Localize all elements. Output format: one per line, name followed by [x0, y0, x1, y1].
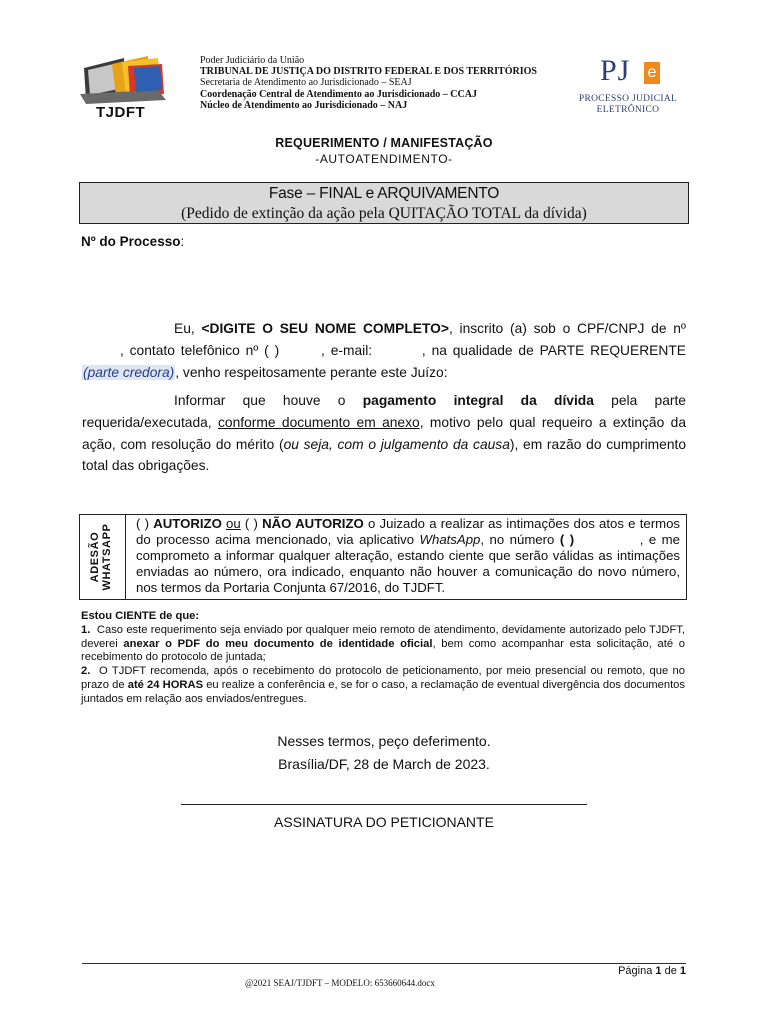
date-line: Brasília/DF, 28 de March de 2023.: [278, 756, 490, 772]
footer-divider: [82, 963, 686, 964]
ciente-item-2-bold: até 24 HORAS: [127, 678, 204, 691]
document-title: REQUERIMENTO / MANIFESTAÇÃO: [275, 136, 493, 150]
header-line-3: Secretaria de Atendimento ao Jurisdicionado – SEAJ: [200, 77, 412, 89]
page-of: de: [661, 965, 680, 977]
autorizo-checkbox[interactable]: ( ): [136, 516, 154, 531]
para2-italic: ou seja, com o julgamento da causa: [283, 436, 510, 452]
page-number: [560, 965, 686, 977]
ou-label: ou: [226, 516, 241, 531]
nao-autorizo-label: NÃO AUTORIZO: [262, 516, 364, 531]
whatsapp-side-line-1: ADESÃO: [89, 531, 101, 583]
model-reference: @2021 SEAJ/TJDFT – MODELO: 653660644.docx: [245, 978, 435, 988]
para2-text-end: ), em razão do cumprimento total das obrigações.: [82, 436, 687, 474]
whatsapp-text-2: , no número: [480, 532, 560, 547]
tjdft-logo-icon: [78, 54, 170, 106]
document-subtitle: -AUTOATENDIMENTO-: [315, 152, 453, 166]
para1-text-qualidade: , na qualidade de PARTE REQUERENTE: [421, 342, 686, 358]
pje-subtitle-line-1: PROCESSO JUDICIAL: [578, 94, 678, 104]
ciente-item-1-text-c: , bem como acompanhar esta solicitação, até o recebimento do protocolo de juntada;: [81, 637, 685, 664]
pje-logo-pj: PJ: [600, 54, 631, 87]
ciente-item-1-text-a: Caso este requerimento seja enviado por qualquer meio remoto de atendimento, devidamente autorizado pelo TJDFT, deverei: [81, 623, 689, 650]
phase-title: Fase – FINAL e ARQUIVAMENTO: [268, 185, 500, 202]
name-placeholder-field[interactable]: <DIGITE O SEU NOME COMPLETO>: [201, 321, 449, 336]
ciente-item-1-number: 1.: [81, 623, 91, 636]
whatsapp-side-text: [89, 512, 115, 602]
whatsapp-text-1: o Juizado a realizar as intimações dos atos e termos do processo acima mencionado, via aplicativo: [136, 516, 680, 547]
para2-underline: conforme documento em anexo: [218, 414, 420, 430]
para1-text-phone: , contato telefônico nº ( ): [120, 342, 286, 358]
header-line-2: TRIBUNAL DE JUSTIÇA DO DISTRITO FEDERAL E DOS TERRITÓRIOS: [200, 66, 537, 78]
ciente-item-2-text-c: eu realize a conferência e, se for o caso, a reclamação de eventual divergência dos documentos juntados em relação aos enviados/entregues.: [81, 678, 685, 705]
logo-text: TJDFT: [96, 104, 146, 121]
process-number-colon: :: [180, 234, 185, 249]
process-number-field[interactable]: [81, 234, 184, 249]
whatsapp-authorization-text: [136, 516, 684, 596]
signature-line[interactable]: [181, 803, 587, 805]
para1-text-eu: Eu,: [174, 321, 202, 336]
para2-bold: pagamento integral da dívida: [362, 393, 594, 408]
autorizo-label: AUTORIZO: [153, 516, 222, 531]
para1-text-rest: , venho respeitosamente perante este Juízo:: [175, 364, 448, 380]
ciente-section: [81, 610, 689, 707]
pje-logo: [572, 52, 684, 124]
para2-text-start: Informar que houve o: [174, 393, 363, 408]
paragraph-identification: [82, 318, 686, 383]
pje-subtitle-line-2: ELETRÔNICO: [596, 105, 660, 115]
ciente-heading: Estou CIENTE de que:: [81, 610, 200, 622]
ciente-item-1: [81, 623, 689, 665]
tjdft-logo: [78, 54, 170, 124]
header-line-4: Coordenação Central de Atendimento ao Jurisdicionado – CCAJ: [200, 88, 477, 100]
whatsapp-side-line-2: WHATSAPP: [101, 523, 113, 591]
closing-request: Nesses termos, peço deferimento.: [277, 733, 491, 749]
ciente-item-2: [81, 665, 689, 706]
signature-label: ASSINATURA DO PETICIONANTE: [274, 814, 494, 830]
ciente-item-2-number: 2.: [81, 665, 91, 678]
page-current: 1: [655, 965, 662, 977]
page-total: 1: [679, 965, 686, 977]
para1-text-email: , e-mail:: [321, 342, 378, 358]
para2-text-mid1: pela parte requerida/executada,: [82, 393, 686, 430]
para1-text-cpf: , inscrito (a) sob o CPF/CNPJ de nº: [448, 321, 686, 336]
header-text: [200, 55, 537, 111]
whatsapp-side-label: [79, 514, 126, 600]
header-line-1: Poder Judiciário da União: [200, 55, 305, 66]
pje-logo-e: e: [644, 62, 660, 84]
nao-autorizo-checkbox[interactable]: ( ): [240, 516, 263, 531]
whatsapp-text-3: , e me comprometo a informar qualquer alteração, estando ciente que serão válidas as intimações enviadas ao número, ora indicado, enquanto não houver a comunicação do novo número, nos termos da Portaria Conjunta 67/2016, do TJDFT.: [136, 532, 684, 595]
header-line-5: Núcleo de Atendimento ao Jurisdicionado – NAJ: [200, 99, 408, 111]
page-label: Página: [618, 965, 656, 977]
para2-text-mid2: , motivo pelo qual requeiro a extinção da ação, com resolução do mérito (: [82, 414, 686, 452]
whatsapp-app-name: WhatsApp: [419, 532, 481, 547]
ciente-item-1-bold: anexar o PDF do meu documento de identidade oficial: [123, 637, 433, 650]
phase-description: (Pedido de extinção da ação pela QUITAÇÃO TOTAL da dívida): [181, 205, 587, 222]
process-number-label: Nº do Processo: [81, 234, 181, 249]
pje-logo-subtitle: [572, 94, 684, 116]
paragraph-request: [82, 390, 686, 477]
ciente-item-2-text-a: O TJDFT recomenda, após o recebimento do protocolo de peticionamento, por meio presencial ou remoto, que no prazo de: [81, 665, 689, 691]
credora-highlight: (parte credora): [83, 364, 175, 380]
whatsapp-number-field[interactable]: ( ): [559, 532, 575, 547]
